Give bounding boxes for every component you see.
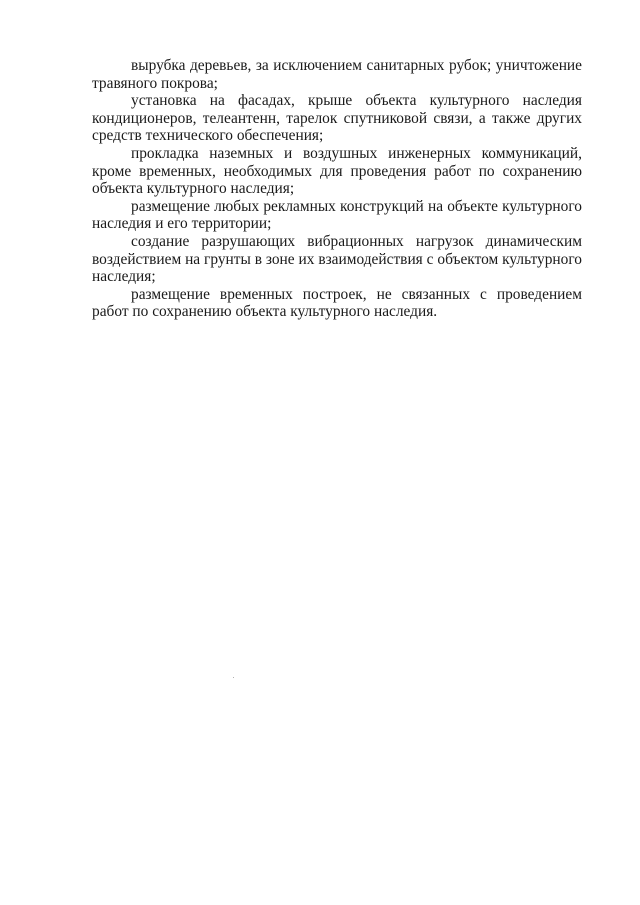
paragraph-temporary-buildings: размещение временных построек, не связанных с проведением работ по сохранению объекта культурного наследия. (92, 285, 582, 321)
paragraph-facade-installations: установка на фасадах, крыше объекта культурного наследия кондиционеров, телеантенн, тарелок спутниковой связи, а также других средств технического обеспечения; (92, 92, 582, 145)
restrictions-list (92, 57, 582, 321)
scan-speck (233, 677, 234, 678)
paragraph-tree-felling: вырубка деревьев, за исключением санитарных рубок; уничтожение травяного покрова; (92, 57, 582, 92)
paragraph-utility-lines: прокладка наземных и воздушных инженерных коммуникаций, кроме временных, необходимых для проведения работ по сохранению объекта культурного наследия; (92, 144, 582, 198)
paragraph-vibration-loads: создание разрушающих вибрационных нагрузок динамическим воздействием на грунты в зоне их взаимодействия с объектом культурного наследия; (92, 232, 582, 286)
paragraph-advertising: размещение любых рекламных конструкций на объекте культурного наследия и его территории; (92, 197, 582, 233)
